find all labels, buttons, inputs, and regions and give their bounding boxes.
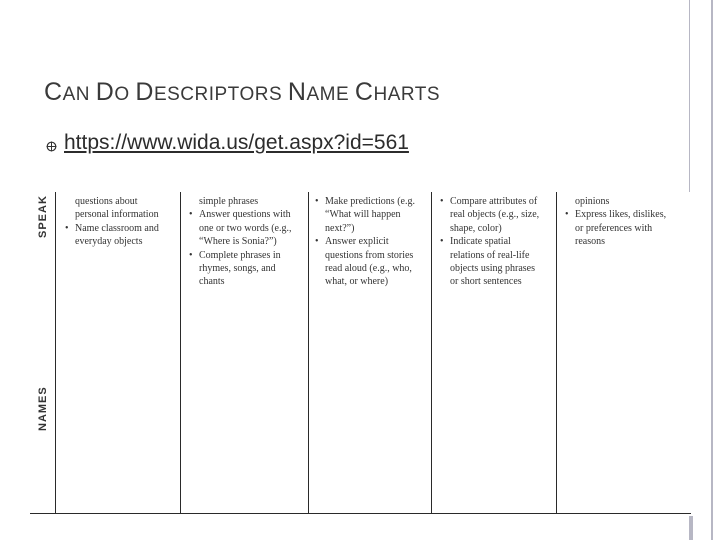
title-segment: AN — [62, 84, 96, 105]
descriptor-line: reasons — [575, 236, 605, 248]
frame-line-right-inner — [689, 0, 690, 192]
descriptor-chart-image — [30, 192, 691, 514]
descriptor-line: questions from stories — [325, 249, 414, 261]
title-segment: N — [287, 78, 307, 106]
descriptor-line: shape, color) — [450, 222, 502, 234]
bullet-icon — [46, 141, 57, 152]
title-segment: D — [135, 78, 154, 106]
descriptor-line: • Indicate spatial — [438, 235, 554, 248]
descriptor-cell-2 — [187, 195, 305, 289]
descriptor-line: chants — [199, 276, 225, 288]
descriptor-line: “Where is Sonia?”) — [199, 236, 277, 248]
column-divider — [55, 192, 56, 514]
descriptor-line: one or two words (e.g., — [199, 222, 292, 234]
descriptor-line: everyday objects — [75, 236, 143, 248]
descriptor-line: simple phrases — [199, 196, 259, 207]
title-segment: AME — [306, 84, 355, 105]
wida-link[interactable]: https://www.wida.us/get.aspx?id=561 — [64, 131, 409, 154]
descriptor-cell-4 — [438, 195, 554, 289]
title-segment: HARTS — [373, 84, 441, 105]
descriptor-line: opinions — [575, 196, 610, 207]
title-segment: ESCRIPTORS — [153, 84, 288, 105]
descriptor-line: relations of real-life — [450, 249, 530, 261]
side-label-names: NAMES — [37, 386, 49, 431]
descriptor-line: • Express likes, dislikes, — [563, 208, 689, 221]
column-divider — [556, 192, 557, 514]
descriptor-cell-5 — [563, 195, 689, 249]
descriptor-line: “What will happen — [325, 209, 401, 221]
frame-line-right-bottom — [689, 516, 693, 540]
descriptor-line: questions about — [75, 196, 138, 207]
descriptor-line: • Compare attributes of — [438, 195, 554, 208]
descriptor-line: • Complete phrases in — [187, 249, 305, 262]
title-segment: C — [44, 78, 63, 106]
descriptor-line: • Answer explicit — [313, 235, 428, 248]
side-label-speaking: SPEAK — [37, 195, 49, 238]
table-bottom-border — [30, 513, 691, 514]
frame-line-right-outer — [711, 0, 713, 540]
descriptor-line: what, or where) — [325, 276, 389, 288]
descriptor-line: • Name classroom and — [63, 222, 178, 235]
descriptor-line: real objects (e.g., size, — [450, 209, 540, 221]
descriptor-line: rhymes, songs, and — [199, 263, 276, 275]
descriptor-line: objects using phrases — [450, 263, 535, 275]
descriptor-line: • Answer questions with — [187, 208, 305, 221]
title-segment: D — [95, 78, 115, 106]
descriptor-cell-3 — [313, 195, 428, 289]
descriptor-line: or preferences with — [575, 222, 653, 234]
descriptor-line: personal information — [75, 209, 159, 221]
descriptor-line: read aloud (e.g., who, — [325, 263, 412, 275]
column-divider — [308, 192, 309, 514]
descriptor-line: • Make predictions (e.g. — [313, 195, 428, 208]
title-segment: C — [354, 78, 374, 106]
column-divider — [180, 192, 181, 514]
descriptor-line: next?”) — [325, 222, 355, 234]
column-divider — [431, 192, 432, 514]
slide-title — [44, 78, 440, 107]
title-segment: O — [114, 84, 136, 105]
descriptor-cell-1 — [63, 195, 178, 249]
descriptor-line: or short sentences — [450, 276, 522, 288]
